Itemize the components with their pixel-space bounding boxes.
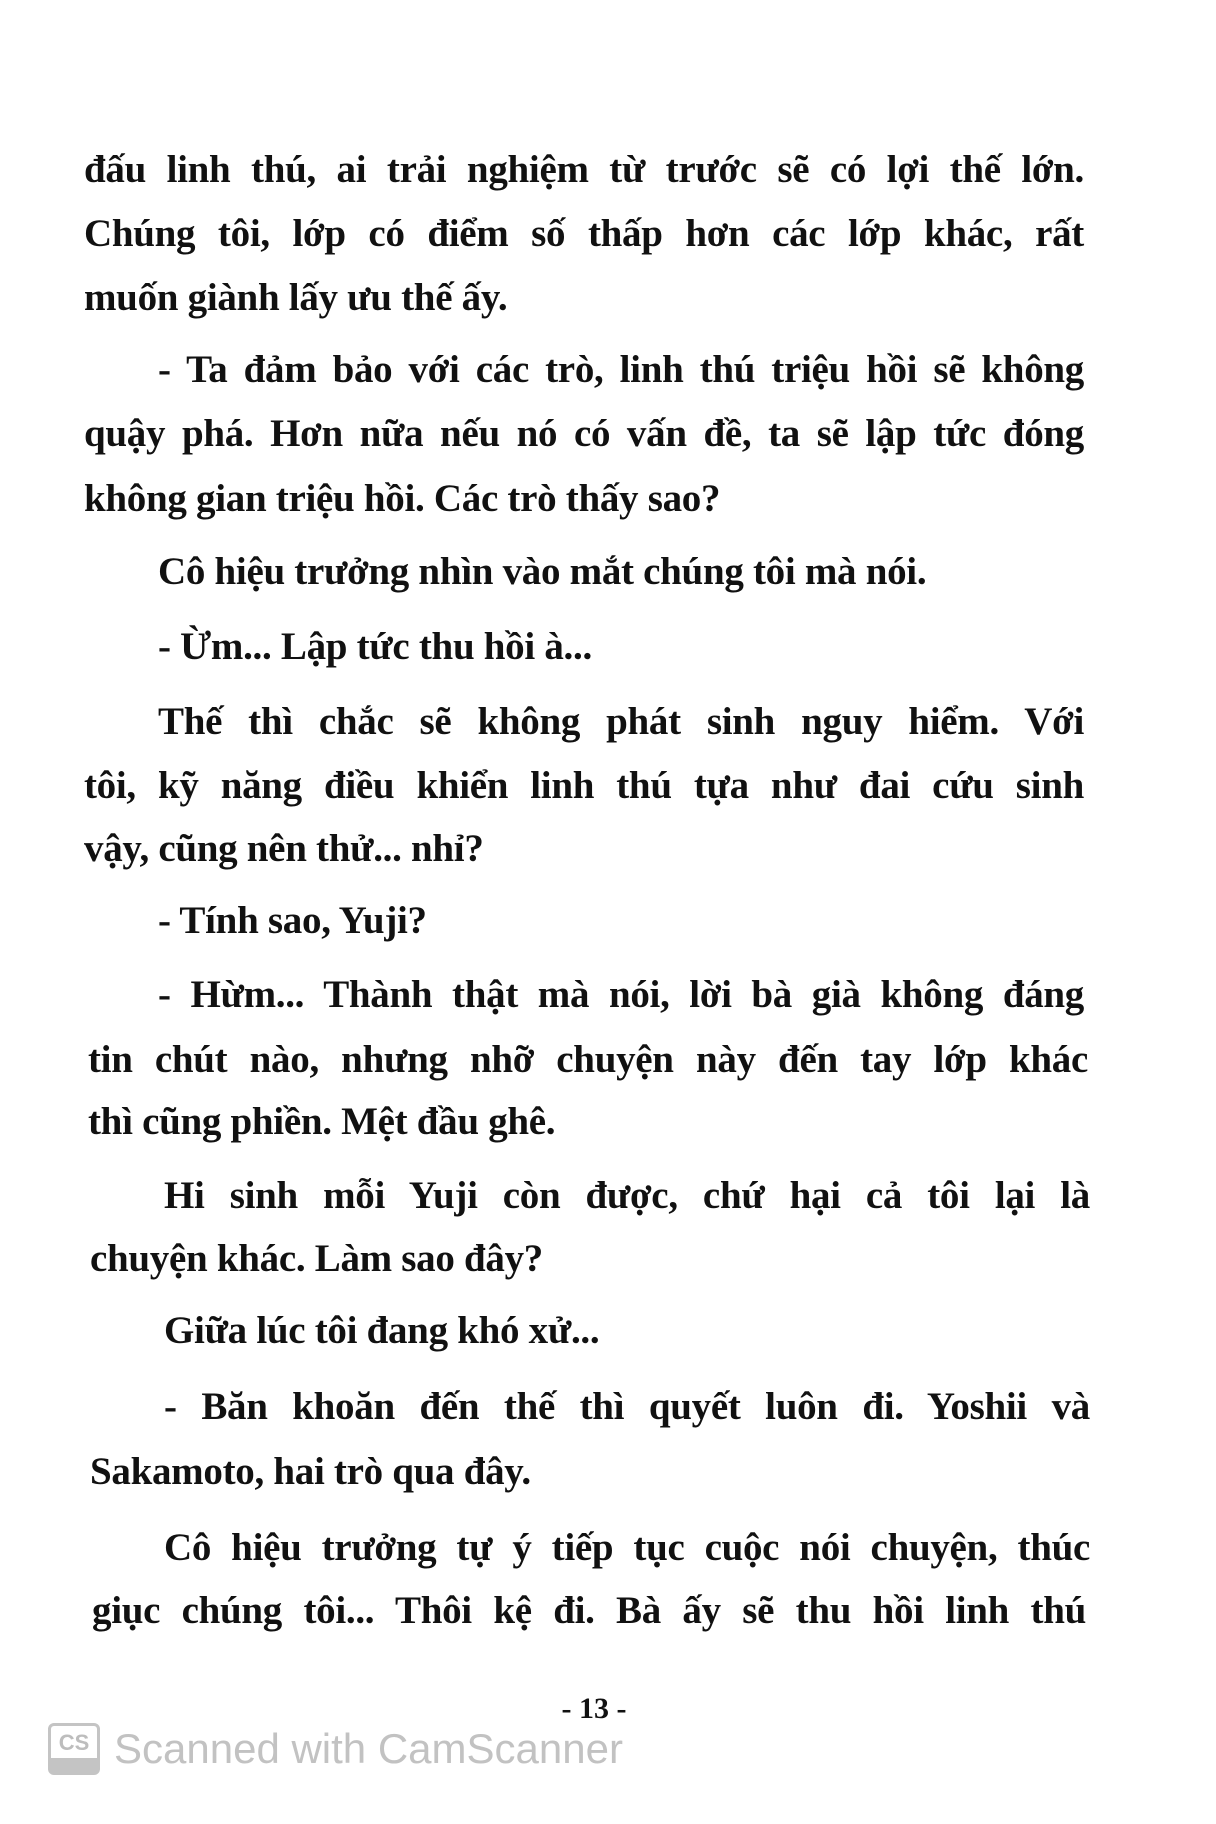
text-line: thì cũng phiền. Mệt đầu ghê.: [88, 1100, 556, 1143]
text-line: - Ừm... Lập tức thu hồi à...: [158, 625, 592, 668]
camscanner-logo-icon: CS: [48, 1723, 100, 1775]
watermark-text: Scanned with CamScanner: [114, 1725, 623, 1772]
text-line: Chúng tôi, lớp có điểm số thấp hơn các lớp khác, rất: [84, 212, 1084, 255]
text-line: giục chúng tôi... Thôi kệ đi. Bà ấy sẽ thu hồi linh thú: [92, 1589, 1086, 1632]
text-line: Hi sinh mỗi Yuji còn được, chứ hại cả tôi lại là: [164, 1174, 1090, 1217]
text-line: Cô hiệu trưởng nhìn vào mắt chúng tôi mà nói.: [158, 550, 927, 593]
text-line: chuyện khác. Làm sao đây?: [90, 1237, 543, 1280]
text-line: không gian triệu hồi. Các trò thấy sao?: [84, 477, 721, 520]
text-line: vậy, cũng nên thử... nhỉ?: [84, 827, 484, 870]
text-line: - Băn khoăn đến thế thì quyết luôn đi. Yoshii và: [164, 1385, 1090, 1428]
page-number-text: - 13 -: [561, 1692, 627, 1725]
text-line: đấu linh thú, ai trải nghiệm từ trước sẽ có lợi thế lớn.: [84, 148, 1084, 191]
text-line: - Ta đảm bảo với các trò, linh thú triệu hồi sẽ không: [158, 348, 1084, 391]
text-line: quậy phá. Hơn nữa nếu nó có vấn đề, ta sẽ lập tức đóng: [84, 412, 1084, 455]
text-line: Giữa lúc tôi đang khó xử...: [164, 1309, 600, 1352]
text-line: Sakamoto, hai trò qua đây.: [90, 1450, 531, 1493]
page-number: [0, 1692, 1216, 1726]
camscanner-watermark: [48, 1723, 623, 1775]
text-line: muốn giành lấy ưu thế ấy.: [84, 276, 508, 319]
text-line: Cô hiệu trưởng tự ý tiếp tục cuộc nói chuyện, thúc: [164, 1526, 1090, 1569]
text-line: - Tính sao, Yuji?: [158, 899, 427, 942]
text-line: tin chút nào, nhưng nhỡ chuyện này đến tay lớp khác: [88, 1038, 1088, 1081]
text-line: Thế thì chắc sẽ không phát sinh nguy hiểm. Với: [158, 700, 1084, 743]
text-line: - Hừm... Thành thật mà nói, lời bà già không đáng: [158, 973, 1084, 1016]
text-line: tôi, kỹ năng điều khiển linh thú tựa như đai cứu sinh: [84, 764, 1084, 807]
